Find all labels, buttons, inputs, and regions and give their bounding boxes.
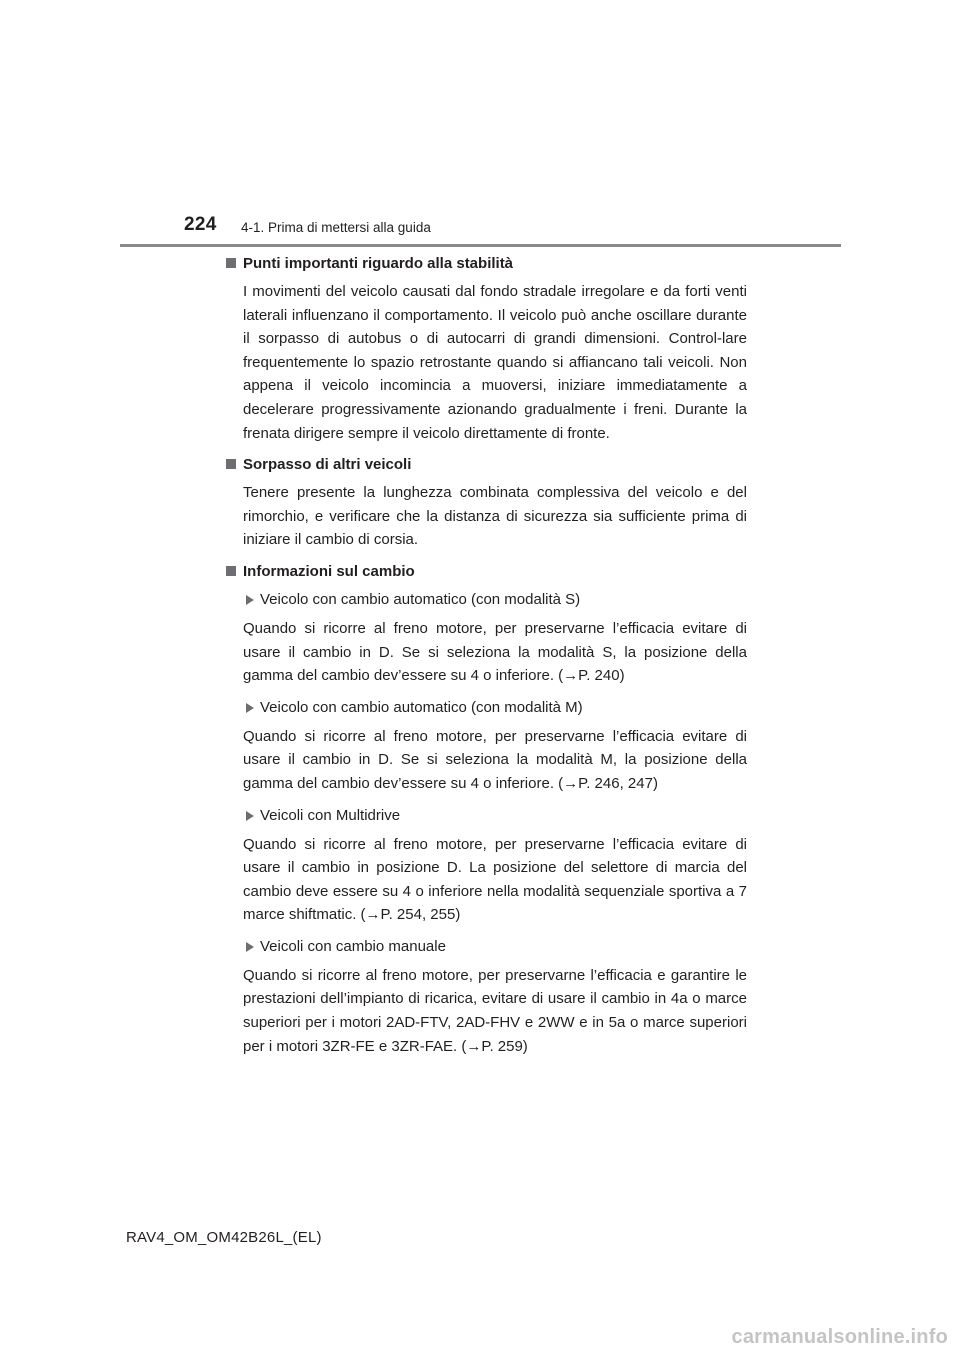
list-item-label-text: Veicolo con cambio automatico (con modalità M) — [260, 698, 583, 716]
list-item-text: Quando si ricorre al freno motore, per preservarne l’efficacia e garantire le prestazioni dell’impianto di ricarica, evitare di usare il cambio in 4a o marce superiori per i motori 2AD-FTV, 2AD-FHV e 2WW e in 5a o marce superiori per i motori 3ZR-FE e 3ZR-FAE. (→P. 259) — [243, 966, 747, 1055]
triangle-bullet-icon — [246, 595, 254, 605]
list-item-text: Quando si ricorre al freno motore, per preservarne l’efficacia evitare di usare il cambio in D. Se si seleziona la modalità S, la posizione della gamma del cambio dev’essere su 4 o inferiore. (→P. 240) — [243, 619, 747, 685]
list-item-label-text: Veicoli con cambio manuale — [260, 937, 446, 955]
square-bullet-icon — [226, 459, 236, 469]
list-item-label — [243, 589, 747, 611]
section-overtaking — [226, 454, 747, 552]
header-divider — [120, 244, 841, 247]
section-paragraph: I movimenti del veicolo causati dal fondo stradale irregolare e da forti venti laterali influenzano il comportamento. Il veicolo può anche oscillare durante il sorpasso di autobus o di autocarri di grandi dimensioni. Control-lare frequentemente lo spazio retrostante quando si affiancano tali veicoli. Non appena il veicolo incomincia a muoversi, iniziare immediatamente a decelerare progressivamente azionando gradualmente i freni. Durante la frenata dirigere sempre il veicolo direttamente di fronte. — [243, 283, 747, 442]
list-item-label-text: Veicoli con Multidrive — [260, 806, 401, 824]
list-item-label — [243, 936, 747, 958]
list-item-label-text: Veicolo con cambio automatico (con modalità S) — [260, 590, 581, 608]
square-bullet-icon — [226, 258, 236, 268]
triangle-bullet-icon — [246, 811, 254, 821]
list-item-label — [243, 697, 747, 719]
section-heading-text: Punti importanti riguardo alla stabilità — [243, 255, 514, 272]
section-heading-text: Sorpasso di altri veicoli — [243, 456, 412, 474]
watermark: carmanualsonline.info — [731, 1326, 948, 1348]
list-item-label — [243, 805, 747, 827]
section-heading — [226, 561, 747, 583]
triangle-bullet-icon — [246, 942, 254, 952]
section-title: 4-1. Prima di mettersi alla guida — [241, 220, 431, 235]
main-content — [226, 253, 747, 1058]
list-item-text: Quando si ricorre al freno motore, per preservarne l’efficacia evitare di usare il cambio in D. Se si seleziona la modalità M, la posizione della gamma del cambio dev’essere su 4 o inferiore. (→P. 246, 247) — [243, 727, 747, 792]
document-code: RAV4_OM_OM42B26L_(EL) — [126, 1229, 322, 1246]
section-heading — [226, 454, 747, 476]
section-heading — [226, 253, 747, 275]
section-transmission — [226, 561, 747, 1058]
page-number: 224 — [184, 214, 217, 235]
page-header — [0, 0, 960, 250]
section-stability — [226, 253, 747, 445]
square-bullet-icon — [226, 566, 236, 576]
triangle-bullet-icon — [246, 703, 254, 713]
list-item-text: Quando si ricorre al freno motore, per preservarne l’efficacia evitare di usare il cambio in posizione D. La posizione del selettore di marcia del cambio deve essere su 4 o inferiore nella modalità sequenziale sportiva a 7 marce shiftmatic. (→P. 254, 255) — [243, 835, 747, 924]
section-paragraph: Tenere presente la lunghezza combinata complessiva del veicolo e del rimorchio, e verificare che la distanza di sicurezza sia sufficiente prima di iniziare il cambio di corsia. — [243, 484, 747, 549]
section-heading-text: Informazioni sul cambio — [243, 562, 415, 580]
